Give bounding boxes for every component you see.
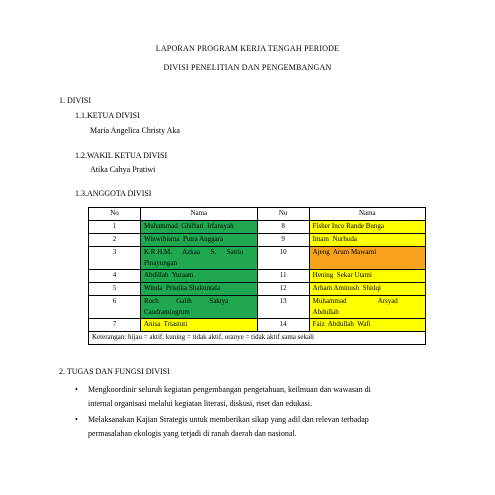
bullet-line: Melaksanakan Kajian Strategis untuk memberikan sikap yang adil dan relevan terhadap bbox=[88, 415, 369, 424]
table-row bbox=[89, 270, 426, 283]
cell-text: Muhammad Arsyad bbox=[312, 297, 398, 305]
table-row bbox=[89, 247, 426, 270]
cell-text: Imam Nurhuda bbox=[312, 235, 357, 243]
member-name bbox=[140, 283, 257, 296]
bullet-line: internal organisasi melalui kegiatan literasi, diskusi, riset dan edukasi. bbox=[88, 399, 313, 408]
cell-text: 9 bbox=[281, 235, 285, 243]
wakil-name: Atika Cahya Pratiwi bbox=[90, 165, 156, 174]
member-name bbox=[140, 296, 257, 319]
cell-text: Anisa Triastuti bbox=[143, 320, 188, 328]
cell-text: 5 bbox=[112, 284, 117, 292]
cell-text: Arham Aminush Shidqi bbox=[312, 284, 381, 292]
cell-text: 14 bbox=[279, 320, 287, 328]
row-number bbox=[89, 234, 141, 247]
row-number bbox=[89, 296, 141, 319]
header-nama: Nama bbox=[140, 208, 257, 221]
cell-text: 2 bbox=[112, 235, 117, 243]
cell-text: Pinayungan bbox=[143, 259, 178, 267]
header-nama: Nama bbox=[309, 208, 425, 221]
bullet-line: permasalahan ekologis yang terjadi di ranah daerah dan nasional. bbox=[88, 429, 297, 438]
cell-text: Abdillah Yuraam bbox=[143, 271, 194, 279]
member-name bbox=[140, 247, 257, 270]
member-name bbox=[309, 234, 425, 247]
member-name bbox=[309, 296, 425, 319]
header-no: No bbox=[89, 208, 141, 221]
row-number bbox=[89, 270, 141, 283]
cell-text: 3 bbox=[112, 248, 117, 256]
cell-text: Abdullah bbox=[312, 308, 339, 316]
wakil-heading: 1.2.WAKIL KETUA DIVISI bbox=[75, 151, 168, 160]
table-row bbox=[89, 296, 426, 319]
keterangan-row bbox=[89, 332, 426, 345]
cell-text: 10 bbox=[279, 248, 287, 256]
row-number bbox=[257, 283, 309, 296]
cell-text: Faiz Abdullah Wafi bbox=[312, 320, 371, 328]
member-name bbox=[309, 283, 425, 296]
table-row bbox=[89, 234, 426, 247]
row-number bbox=[257, 319, 309, 332]
ketua-heading: 1.1.KETUA DIVISI bbox=[75, 111, 140, 120]
cell-text: Muhammad Ghiffari Irfansyah bbox=[143, 222, 234, 230]
cell-text: 1 bbox=[112, 222, 117, 230]
cell-text: Winwibisma Putra Anggara bbox=[143, 235, 224, 243]
table-row bbox=[89, 319, 426, 332]
member-name bbox=[309, 221, 425, 234]
row-number bbox=[89, 221, 141, 234]
row-number bbox=[89, 319, 141, 332]
member-name bbox=[140, 234, 257, 247]
cell-text: 8 bbox=[281, 222, 285, 230]
cell-text: 13 bbox=[279, 297, 287, 305]
row-number bbox=[89, 283, 141, 296]
member-name bbox=[140, 221, 257, 234]
cell-text: 4 bbox=[112, 271, 117, 279]
row-number bbox=[257, 234, 309, 247]
division-title: DIVISI PENELITIAN DAN PENGEMBANGAN bbox=[163, 63, 332, 72]
header-no: No bbox=[257, 208, 309, 221]
cell-text: 12 bbox=[279, 284, 287, 292]
cell-text: K.R.H.M. Azkaa S. Satrio bbox=[143, 248, 244, 256]
member-name bbox=[140, 319, 257, 332]
bullet-icon: • bbox=[75, 385, 78, 394]
row-number bbox=[257, 221, 309, 234]
member-name bbox=[309, 319, 425, 332]
row-number bbox=[257, 270, 309, 283]
cell-text: Hening Sekar Utami bbox=[312, 271, 372, 279]
section-tugas-heading: 2. TUGAS DAN FUNGSI DIVISI bbox=[59, 367, 170, 376]
table-header-row bbox=[89, 208, 426, 221]
cell-text: Ajeng Arum Mawarni bbox=[312, 248, 377, 256]
member-name bbox=[140, 270, 257, 283]
bullet-line: Mengkoordinir seluruh kegiatan pengembangan pengetahuan, keilmuan dan wawasan di bbox=[88, 385, 371, 394]
row-number bbox=[257, 247, 309, 270]
member-name bbox=[309, 270, 425, 283]
table-row bbox=[89, 283, 426, 296]
section-divisi-heading: 1. DIVISI bbox=[59, 96, 91, 105]
cell-text: 11 bbox=[279, 271, 287, 279]
report-title: LAPORAN PROGRAM KERJA TENGAH PERIODE bbox=[155, 44, 340, 53]
members-table bbox=[88, 207, 426, 345]
anggota-heading: 1.3.ANGGOTA DIVISI bbox=[75, 189, 152, 198]
member-name bbox=[309, 247, 425, 270]
row-number bbox=[257, 296, 309, 319]
cell-text: Roch Galih Saktya bbox=[143, 297, 229, 305]
keterangan-legend: Keterangan: hijau = aktif, kuning = tidak aktif, oranye = tidak aktif sama sekali bbox=[89, 332, 426, 345]
row-number bbox=[89, 247, 141, 270]
cell-text: Winda Pristika Shakuntala bbox=[143, 284, 221, 292]
cell-text: Candramiogrum bbox=[143, 308, 190, 316]
table-row bbox=[89, 221, 426, 234]
bullet-icon: • bbox=[75, 415, 78, 424]
cell-text: 6 bbox=[112, 297, 117, 305]
ketua-name: Maria Angelica Christy Aka bbox=[90, 126, 180, 135]
cell-text: 7 bbox=[112, 320, 117, 328]
cell-text: Fisher Inco Rande Bunga bbox=[312, 222, 384, 230]
